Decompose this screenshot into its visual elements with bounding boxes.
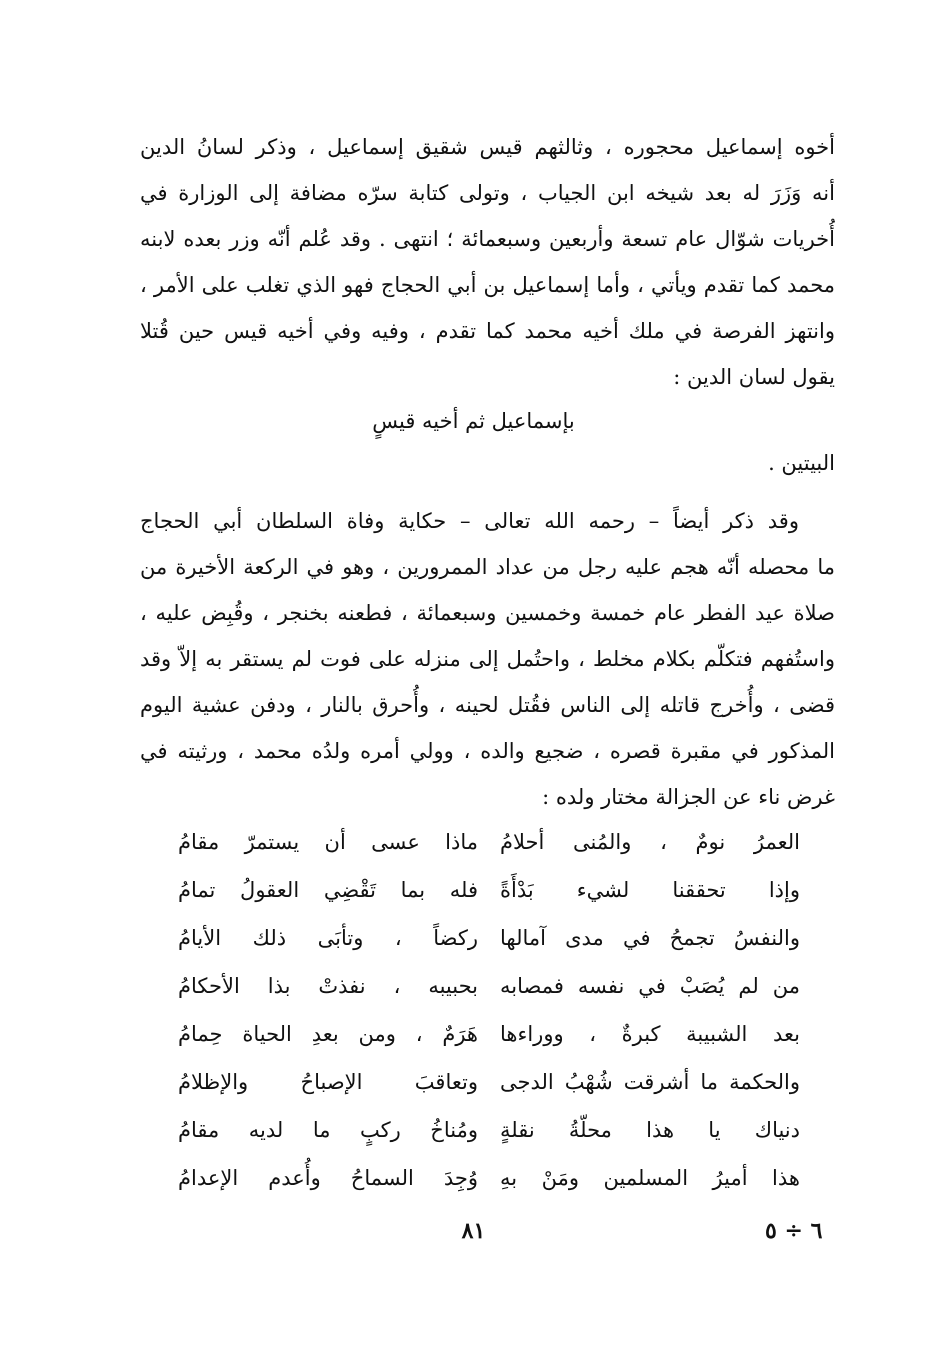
paragraph-2 (140, 498, 835, 820)
poem-verse (178, 1058, 800, 1106)
text-line: غرض ناء عن الجزالة مختار ولده : (542, 785, 835, 809)
page-number: ٨١ (461, 1218, 486, 1244)
second-hemistich: هَرَمٌ ، ومن بعدِ الحياة حِمامُ (178, 1022, 478, 1046)
text-line: وانتهز الفرصة في ملك أخيه محمد كما تقدم ، وفيه وفي أخيه قيس حين قُتلا (140, 319, 835, 343)
first-hemistich: من لم يُصَبْ في نفسه فمصابه (500, 974, 800, 998)
second-hemistich: وتعاقبَ الإصباحُ والإظلامُ (178, 1070, 478, 1094)
poem-verse (178, 914, 800, 962)
after-verse-note: البيتين . (768, 451, 835, 475)
text-line: أنه وَزَرَ له بعد شيخه ابن الجياب ، وتولى كتابة سرّه مضافة إلى الوزارة في (140, 181, 835, 205)
verse-fragment: بإسماعيل ثم أخيه قيسٍ (372, 409, 575, 433)
poem (178, 818, 800, 1202)
second-hemistich: ماذا عسى أن يستمرّ مقامُ (178, 830, 478, 854)
paragraph-1 (140, 124, 835, 400)
first-hemistich: بعد الشبيبة كبرةٌ ، ووراءها (500, 1022, 800, 1046)
text-line: أُخريات شوّال عام تسعة وأربعين وسبعمائة ؛ انتهى . وقد عُلم أنّه وزر بعده لابنه (140, 227, 835, 251)
text-line: قضى ، وأُخرج قاتله إلى الناس فقُتل لحينه ، وأُحرق بالنار ، ودفن عشية اليوم (140, 693, 835, 717)
first-hemistich: وإذا تحققنا لشيء بَدْأَةً (500, 878, 800, 902)
second-hemistich: ركضاً ، وتأبَى ذلك الأيامُ (178, 926, 478, 950)
poem-verse (178, 1154, 800, 1202)
text-line: يقول لسان الدين : (673, 365, 835, 389)
text-line: وقد ذكر أيضاً – رحمه الله تعالى – حكاية وفاة السلطان أبي الحجاج (140, 509, 799, 533)
second-hemistich: فله بما تَقْضِي العقولُ تمامُ (178, 878, 478, 902)
text-line: واستُفهم فتكلّم بكلام مخلط ، واحتُمل إلى منزله على فوت لم يستقر به إلاّ وقد (140, 647, 835, 671)
second-hemistich: وُجِدَ السماحُ وأُعدم الإعدامُ (178, 1166, 478, 1190)
second-hemistich: بحبيبه ، نفذتْ بذا الأحكامُ (178, 974, 478, 998)
first-hemistich: والنفسُ تجمحُ في مدى آمالها (500, 926, 800, 950)
second-hemistich: ومُناخُ ركبٍ ما لديه مقامُ (178, 1118, 478, 1142)
first-hemistich: العمرُ نومٌ ، والمُنى أحلامُ (500, 830, 800, 854)
first-hemistich: دنياك يا هذا محلّةُ نقلةٍ (500, 1118, 800, 1142)
poem-verse (178, 1106, 800, 1154)
text-line: صلاة عيد الفطر عام خمسة وخمسين وسبعمائة ، فطعنه بخنجر ، وقُبِض عليه ، (140, 601, 835, 625)
first-hemistich: هذا أميرُ المسلمين ومَنْ بهِ (500, 1166, 800, 1190)
text-line: أخوه إسماعيل محجوره ، وثالثهم قيس شقيق إسماعيل ، وذكر لسانُ الدين (140, 135, 835, 159)
text-line: ما محصله أنّه هجم عليه رجل من عداد الممرورين ، وهو في الركعة الأخيرة من (140, 555, 835, 579)
text-line: محمد كما تقدم ويأتي ، وأما إسماعيل بن أبي الحجاج فهو الذي تغلب على الأمر ، (140, 273, 835, 297)
poem-verse (178, 962, 800, 1010)
poem-verse (178, 1010, 800, 1058)
poem-verse (178, 866, 800, 914)
first-hemistich: والحكمة ما أشرقت شُهْبُ الدجى (500, 1070, 800, 1094)
poem-verse (178, 818, 800, 866)
text-line: المذكور في مقبرة قصره ، ضجيع والده ، وولي أمره ولدُه محمد ، ورثيته في (140, 739, 835, 763)
signature-mark: ٦ ÷ ٥ (765, 1218, 823, 1244)
